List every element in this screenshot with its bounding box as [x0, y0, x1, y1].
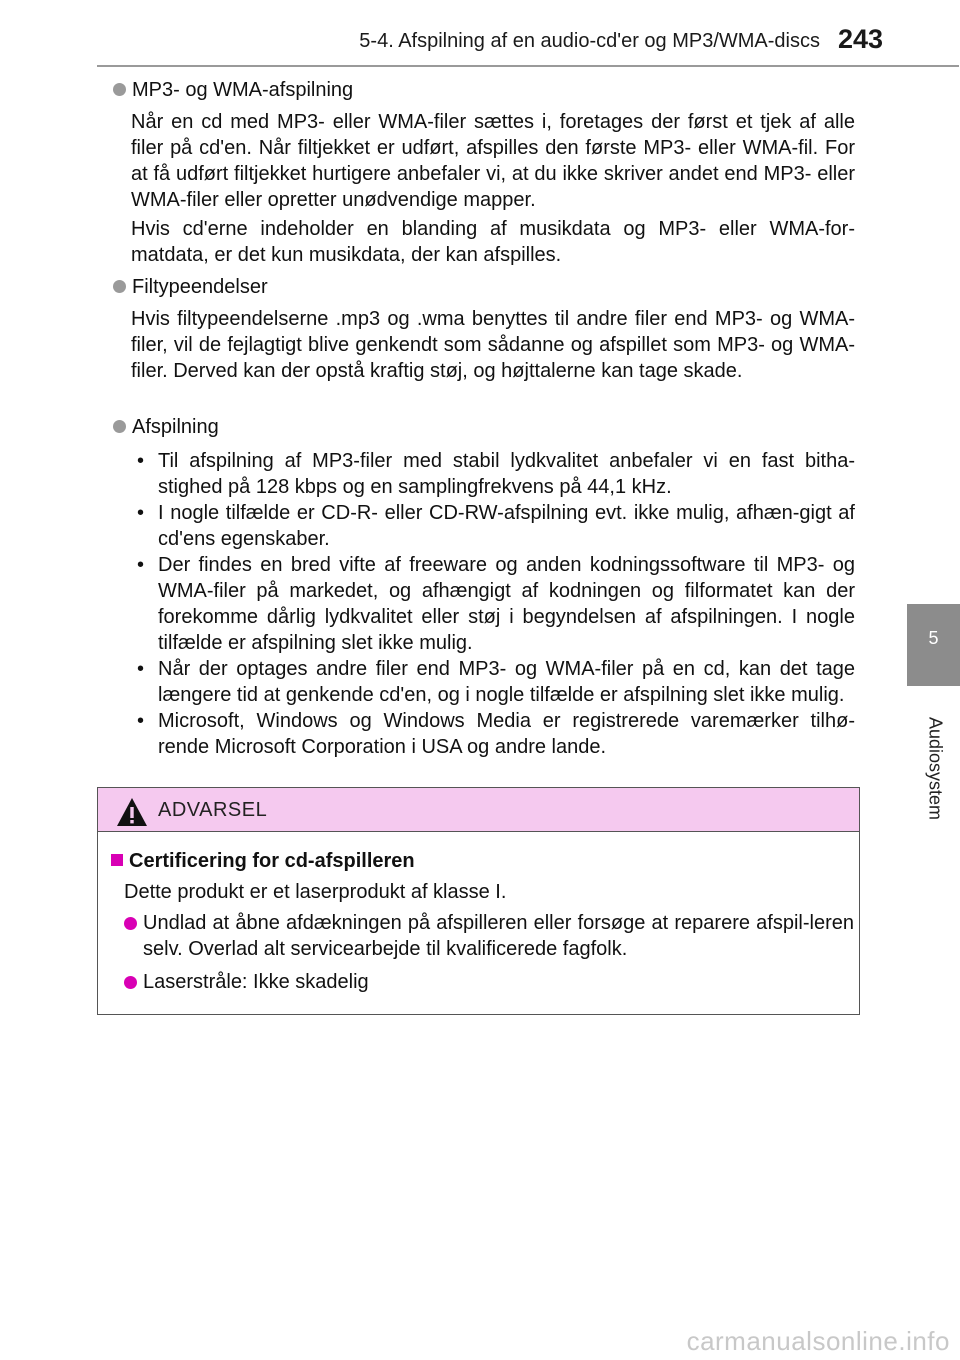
list-item: • Til afspilning af MP3-filer med stabil lydkvalitet anbefaler vi en fast bitha-stighed på 128 kbps og en samplingfrekvens på 44,1 kHz. [131, 448, 855, 500]
list-item: • Microsoft, Windows og Windows Media er registrerede varemærker tilhø-rende Microsoft Corporation i USA og andre lande. [131, 708, 855, 760]
chapter-tab [907, 604, 960, 686]
warning-bullet-2-text: Laserstråle: Ikke skadelig [143, 971, 369, 993]
warning-bullet-2 [124, 969, 854, 995]
chapter-label: Audiosystem [925, 716, 946, 821]
warning-triangle-icon [115, 796, 149, 828]
mp3-wma-heading-text: MP3- og WMA-afspilning [132, 79, 354, 101]
extensions-heading [113, 276, 268, 299]
list-item: • Der findes en bred vifte af freeware og anden kodningssoftware til MP3- og WMA-filer på markedet, og afhængigt af kodningen og filformatet kan der forekomme dårlig lydkvalitet eller støj i begyndelsen af afspilningen. I nogle tilfælde er afspilning slet ikke mulig. [131, 552, 855, 656]
footer-watermark: carmanualsonline.info [686, 1326, 950, 1356]
square-bullet-icon [111, 854, 123, 866]
warning-text: Dette produkt er et laserprodukt af klasse I. [124, 881, 507, 903]
mp3-wma-paragraph-1: Når en cd med MP3- eller WMA-filer sættes i, foretages der først et tjek af alle filer på cd'en. Når filtjekket er udført, afspilles den første MP3- eller WMA-fil. For at få udført filtjekket hurtigere anbefaler vi, at du ikke skriver andet end MP3- eller WMA-filer eller opretter unødvendige mapper. [131, 111, 855, 211]
list-item: • Når der optages andre filer end MP3- og WMA-filer på en cd, kan det tage længere tid at genkende cd'en, og i nogle tilfælde er afspilning slet ikke mulig. [131, 656, 855, 708]
header-divider [97, 65, 959, 67]
warning-heading-text: Certificering for cd-afspilleren [129, 850, 415, 872]
chapter-number: 5 [928, 628, 939, 648]
extensions-heading-text: Filtypeendelser [132, 276, 268, 298]
list-item: • I nogle tilfælde er CD-R- eller CD-RW-afspilning evt. ikke mulig, afhæn-gigt af cd'ens egenskaber. [131, 500, 855, 552]
bullet-dot-icon [124, 976, 137, 989]
mp3-wma-heading [113, 79, 353, 102]
bullet-dot-icon [113, 83, 126, 96]
playback-heading-text: Afspilning [132, 416, 219, 438]
page-number: 243 [838, 24, 884, 54]
playback-heading [113, 416, 219, 439]
warning-header [98, 788, 859, 832]
extensions-paragraph: Hvis filtypeendelserne .mp3 og .wma benyttes til andre filer end MP3- og WMA-filer, vil de fejlagtigt blive genkendt som sådanne og afspillet som MP3- og WMA-filer. Derved kan der opstå kraftig støj, og højttalerne kan tage skade. [131, 308, 855, 382]
section-title: 5-4. Afspilning af en audio-cd'er og MP3/WMA-discs [359, 30, 820, 52]
mp3-wma-paragraph-2: Hvis cd'erne indeholder en blanding af musikdata og MP3- eller WMA-for-matdata, er det kun musikdata, der kan afspilles. [131, 218, 855, 266]
playback-list [131, 448, 855, 760]
bullet-dot-icon [113, 280, 126, 293]
bullet-dot-icon [113, 420, 126, 433]
bullet-dot-icon [124, 917, 137, 930]
warning-box [97, 787, 860, 1015]
warning-bullet-1-text: Undlad at åbne afdækningen på afspilleren eller forsøge at reparere afspil-leren selv. Overlad alt servicearbejde til kvalificerede fagfolk. [143, 912, 854, 960]
warning-title: ADVARSEL [158, 799, 268, 821]
warning-bullet-1 [124, 910, 854, 962]
warning-heading [111, 850, 415, 873]
